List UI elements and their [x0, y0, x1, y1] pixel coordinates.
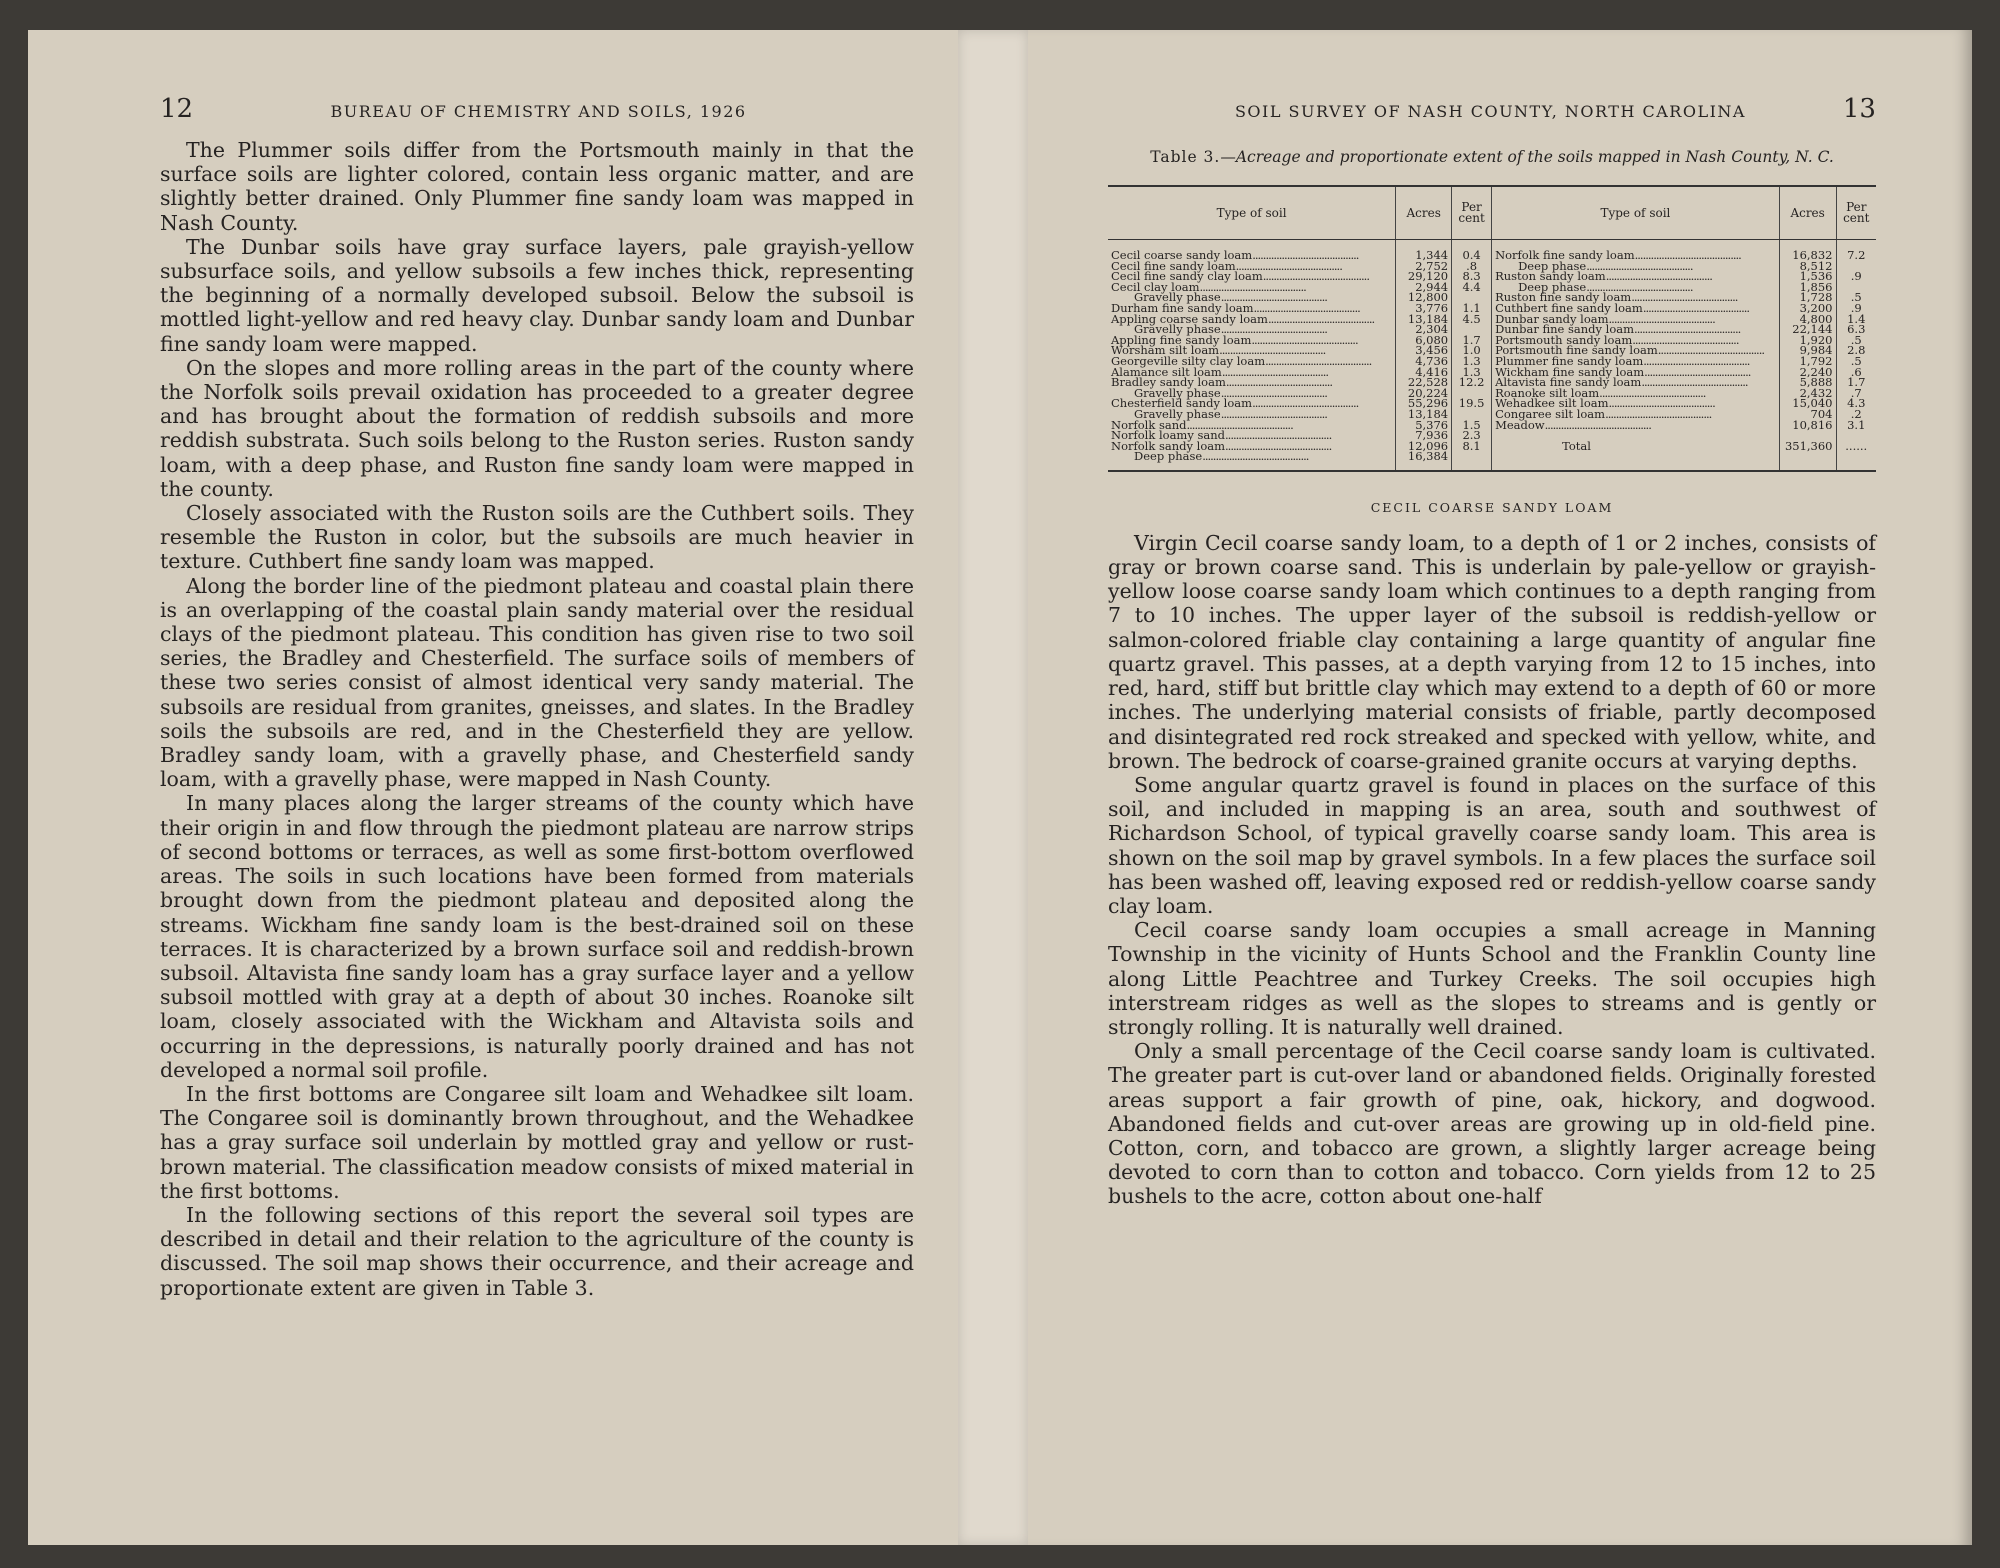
paragraph: Only a small percentage of the Cecil coarse sandy loam is cultivated. The greater part is cut-over land or abandoned fields. Originally forested areas support a fair growth of pine, oak, hickory, and dogwood. Abandoned fields and cut-over areas are growing up in old-field pine. Cotton, corn, and tobacco are grown, a slightly larger acreage being devoted to corn than to cotton and tobacco. Corn yields from 12 to 25 bushels to the acre, cotton about one-half: [1108, 1039, 1876, 1209]
percent-cell: 1.7: [1452, 335, 1492, 346]
soil-type-cell: Gravelly phase .....: [1108, 409, 1396, 420]
soil-type-cell: Portsmouth sandy loam .....: [1492, 335, 1780, 346]
acres-cell: 2,944: [1396, 282, 1452, 293]
table-caption: [1114, 148, 1870, 167]
col-percent: Per cent: [1452, 186, 1492, 240]
acres-cell: 4,800: [1779, 314, 1836, 325]
soil-type-cell: Dunbar sandy loam .....: [1492, 314, 1780, 325]
table-body: [1108, 240, 1876, 471]
paragraph: Along the border line of the piedmont plateau and coastal plain there is an overlapping of the coastal plain sandy material over the residual clays of the piedmont plateau. This condition has given rise to two soil series, the Bradley and Chesterfield. The surface soils of members of these two series consist of almost identical very sandy material. The subsoils are residual from granites, gneisses, and slates. In the Bradley soils the subsoils are red, and in the Chesterfield they are yellow. Bradley sandy loam, with a gravelly phase, and Chesterfield sandy loam, with a gravelly phase, were mapped in Nash County.: [160, 573, 914, 792]
percent-cell: .9: [1850, 300, 1862, 315]
soil-type-cell: Cuthbert fine sandy loam .....: [1492, 303, 1780, 314]
soil-type-cell: Ruston fine sandy loam .....: [1492, 292, 1780, 303]
running-head: BUREAU OF CHEMISTRY AND SOILS, 1926: [330, 102, 747, 121]
acres-cell: 2,304: [1396, 324, 1452, 335]
page-number: 12: [160, 94, 194, 124]
percent-cell: 1.0: [1452, 345, 1492, 356]
soil-type-cell: Norfolk fine sandy loam .....: [1492, 240, 1780, 261]
table-row: [1108, 240, 1876, 261]
soil-type-cell: Roanoke silt loam .....: [1492, 388, 1780, 399]
table-caption-text: —Acreage and proportionate extent of the soils mapped in Nash County, N. C.: [1220, 148, 1834, 166]
acres-cell: 1,536: [1779, 271, 1836, 282]
percent-cell: 1.5: [1452, 420, 1492, 431]
percent-cell: 8.3: [1452, 271, 1492, 282]
percent-cell: 1.4: [1847, 311, 1866, 326]
acres-cell: 10,816: [1779, 420, 1836, 431]
right-page: [1028, 30, 1972, 1545]
soil-type-cell: Norfolk sandy loam .....: [1108, 441, 1396, 452]
book-spread: [28, 30, 1972, 1545]
soil-type-cell: Portsmouth fine sandy loam .....: [1492, 345, 1780, 356]
soil-type-cell: Bradley sandy loam .....: [1108, 377, 1396, 388]
soil-type-cell: Alamance silt loam .....: [1108, 367, 1396, 378]
paragraph: In the first bottoms are Congaree silt loam and Wehadkee silt loam. The Congaree soil is dominantly brown throughout, and the Wehadkee has a gray surface soil underlain by mottled gray and yellow or rust-brown material. The classification meadow consists of mixed material in the first bottoms.: [160, 1081, 914, 1203]
soil-type-cell: Worsham silt loam .....: [1108, 345, 1396, 356]
soil-type-cell: Deep phase .....: [1492, 282, 1780, 293]
soil-type-cell: Cecil clay loam .....: [1108, 282, 1396, 293]
section-title: CECIL COARSE SANDY LOAM: [1370, 499, 1614, 515]
acres-cell: 704: [1779, 409, 1836, 420]
col-acres: Acres: [1396, 186, 1452, 240]
acres-cell: 16,832: [1779, 240, 1836, 261]
acres-cell: 55,296: [1396, 398, 1452, 409]
percent-cell: .5: [1850, 353, 1862, 368]
paragraph: Closely associated with the Ruston soils are the Cuthbert soils. They resemble the Ruston in color, but the subsoils are much heavier in texture. Cuthbert fine sandy loam was mapped.: [160, 501, 914, 574]
soil-type-cell: Georgeville silty clay loam .....: [1108, 356, 1396, 367]
percent-cell: [1836, 451, 1876, 471]
acres-cell: 5,376: [1396, 420, 1452, 431]
col-type-of-soil: Type of soil: [1108, 186, 1396, 240]
percent-cell: 1.7: [1847, 375, 1866, 390]
binding-gutter: [958, 30, 1028, 1545]
acres-cell: 12,096: [1396, 441, 1452, 452]
acres-cell: 1,792: [1779, 356, 1836, 367]
running-head: SOIL SURVEY OF NASH COUNTY, NORTH CAROLINA: [1234, 102, 1746, 121]
acres-cell: 3,776: [1396, 303, 1452, 314]
acres-cell: 2,240: [1779, 367, 1836, 378]
acres-cell: 22,144: [1779, 324, 1836, 335]
soil-type-cell: Norfolk loamy sand .....: [1108, 430, 1396, 441]
soil-type-cell: Gravelly phase .....: [1108, 324, 1396, 335]
acres-cell: 4,416: [1396, 367, 1452, 378]
acres-cell: 1,344: [1396, 240, 1452, 261]
acres-cell: 4,736: [1396, 356, 1452, 367]
paragraph: Some angular quartz gravel is found in places on the surface of this soil, and included in mapping is an area, south and southwest of Richardson School, of typical gravelly coarse sandy loam. This area is shown on the soil map by gravel symbols. In a few places the surface soil has been washed off, leaving exposed red or reddish-yellow coarse sandy clay loam.: [1108, 772, 1876, 918]
acres-cell: 3,456: [1396, 345, 1452, 356]
acres-cell: 13,184: [1396, 409, 1452, 420]
paragraph: In many places along the larger streams of the county which have their origin in and flow through the piedmont plateau are narrow strips of second bottoms or terraces, as well as some first-bottom overflowed areas. The soils in such locations have been formed from materials brought down from the piedmont plateau and deposited along the streams. Wickham fine sandy loam is the best-drained soil on these terraces. It is characterized by a brown surface soil and reddish-brown subsoil. Altavista fine sandy loam has a gray surface layer and a yellow subsoil mottled with gray at a depth of about 30 inches. Roanoke silt loam, closely associated with the Wickham and Altavista soils and occurring in the depressions, is naturally poorly drained and has not developed a normal soil profile.: [160, 791, 914, 1082]
percent-cell: 2.3: [1452, 430, 1492, 441]
percent-cell: 1.3: [1452, 356, 1492, 367]
percent-cell: 4.4: [1452, 282, 1492, 293]
soil-type-cell: Wehadkee silt loam .....: [1492, 398, 1780, 409]
percent-cell: ......: [1845, 438, 1868, 453]
percent-cell: 1.1: [1452, 303, 1492, 314]
acres-cell: 29,120: [1396, 271, 1452, 282]
acres-cell: 13,184: [1396, 314, 1452, 325]
percent-cell: 4.3: [1847, 396, 1866, 411]
left-body-text: [160, 138, 914, 1300]
soil-type-cell: Gravelly phase .....: [1108, 388, 1396, 399]
soil-type-cell: Cecil fine sandy clay loam .....: [1108, 271, 1396, 282]
percent-cell: 19.5: [1452, 398, 1492, 409]
soil-type-cell: Chesterfield sandy loam .....: [1108, 398, 1396, 409]
percent-cell: 1.3: [1452, 367, 1492, 378]
soil-type-cell: Meadow .....: [1492, 420, 1780, 431]
percent-cell: .9: [1850, 269, 1862, 284]
percent-cell: [1452, 451, 1492, 471]
table-row: [1108, 451, 1876, 471]
acres-cell: 16,384: [1396, 451, 1452, 471]
percent-cell: .5: [1850, 290, 1862, 305]
percent-cell: .2: [1850, 406, 1862, 421]
col-percent: Per cent: [1836, 186, 1876, 240]
soil-type-cell: Appling fine sandy loam .....: [1108, 335, 1396, 346]
acres-cell: 20,224: [1396, 388, 1452, 399]
acres-cell: 1,920: [1779, 335, 1836, 346]
acres-cell: 22,528: [1396, 377, 1452, 388]
soil-acreage-table: [1108, 185, 1876, 472]
percent-cell: 12.2: [1452, 377, 1492, 388]
acres-cell: 7,936: [1396, 430, 1452, 441]
percent-cell: .5: [1850, 332, 1862, 347]
soil-type-cell: Appling coarse sandy loam .....: [1108, 314, 1396, 325]
soil-type-cell: [1492, 430, 1780, 441]
soil-type-cell: Total: [1492, 441, 1780, 452]
paragraph: Virgin Cecil coarse sandy loam, to a depth of 1 or 2 inches, consists of gray or brown coarse sand. This is underlain by pale-yellow or grayish-yellow loose coarse sandy loam which continues to a depth ranging from 7 to 10 inches. The upper layer of the subsoil is reddish-yellow or salmon-colored friable clay containing a large quantity of angular fine quartz gravel. This passes, at a depth varying from 12 to 15 inches, into red, hard, stiff but brittle clay which may extend to a depth of 60 or more inches. The underlying material consists of friable, partly decomposed and disintegrated red rock streaked and specked with yellow, white, and brown. The bedrock of coarse-grained granite occurs at varying depths.: [1108, 530, 1876, 773]
soil-type-cell: Cecil coarse sandy loam .....: [1108, 240, 1396, 261]
acres-cell: 5,888: [1779, 377, 1836, 388]
percent-cell: .6: [1850, 364, 1862, 379]
soil-type-cell: Deep phase .....: [1492, 261, 1780, 272]
soil-type-cell: Deep phase .....: [1108, 451, 1396, 471]
soil-type-cell: Congaree silt loam .....: [1492, 409, 1780, 420]
paragraph: On the slopes and more rolling areas in the part of the county where the Norfolk soils prevail oxidation has proceeded to a greater degree and has brought about the formation of reddish subsoils and more reddish substrata. Such soils belong to the Ruston series. Ruston sandy loam, with a deep phase, and Ruston fine sandy loam were mapped in the county.: [160, 355, 914, 501]
acres-cell: 6,080: [1396, 335, 1452, 346]
right-page-header: [1108, 94, 1876, 134]
soil-type-cell: Dunbar fine sandy loam .....: [1492, 324, 1780, 335]
col-type-of-soil: Type of soil: [1492, 186, 1780, 240]
paragraph: Cecil coarse sandy loam occupies a small acreage in Manning Township in the vicinity of Hunts School and the Franklin County line along Little Peachtree and Turkey Creeks. The soil occupies high interstream ridges as well as the slopes to streams and is gently or strongly rolling. It is naturally well drained.: [1108, 918, 1876, 1039]
left-page: [28, 30, 988, 1545]
percent-cell: 8.1: [1452, 441, 1492, 452]
percent-cell: 0.4: [1452, 240, 1492, 261]
soil-type-cell: Durham fine sandy loam .....: [1108, 303, 1396, 314]
percent-cell: .8: [1452, 261, 1492, 272]
percent-cell: 7.2: [1847, 248, 1866, 262]
table-label: Table 3.: [1150, 148, 1221, 166]
soil-type-cell: [1492, 451, 1780, 471]
percent-cell: 4.5: [1452, 314, 1492, 325]
col-acres: Acres: [1779, 186, 1836, 240]
acres-cell: 8,512: [1779, 261, 1836, 272]
percent-cell: 6.3: [1847, 322, 1866, 337]
acres-cell: 1,856: [1779, 282, 1836, 293]
acres-cell: 351,360: [1779, 441, 1836, 452]
right-body-text: [1108, 531, 1876, 1209]
page-number: 13: [1842, 94, 1876, 124]
soil-type-cell: Gravelly phase .....: [1108, 292, 1396, 303]
soil-type-cell: Plummer fine sandy loam .....: [1492, 356, 1780, 367]
soil-type-cell: Norfolk sand .....: [1108, 420, 1396, 431]
paragraph: The Plummer soils differ from the Portsmouth mainly in that the surface soils are lighter colored, contain less organic matter, and are slightly better drained. Only Plummer fine sandy loam was mapped in Nash County.: [160, 138, 914, 235]
soil-type-cell: Altavista fine sandy loam .....: [1492, 377, 1780, 388]
acres-cell: 3,200: [1779, 303, 1836, 314]
left-page-header: [160, 94, 914, 134]
soil-type-cell: Wickham fine sandy loam .....: [1492, 367, 1780, 378]
acres-cell: 2,752: [1396, 261, 1452, 272]
acres-cell: 2,432: [1779, 388, 1836, 399]
acres-cell: 12,800: [1396, 292, 1452, 303]
percent-cell: 3.1: [1847, 417, 1866, 432]
paragraph: In the following sections of this report the several soil types are described in detail and their relation to the agriculture of the county is discussed. The soil map shows their occurrence, and their acreage and proportionate extent are given in Table 3.: [160, 1202, 914, 1300]
acres-cell: 1,728: [1779, 292, 1836, 303]
percent-cell: .7: [1850, 385, 1862, 400]
table-header-row: [1108, 186, 1876, 240]
soil-type-cell: Cecil fine sandy loam .....: [1108, 261, 1396, 272]
acres-cell: [1779, 451, 1836, 471]
acres-cell: 15,040: [1779, 398, 1836, 409]
acres-cell: 9,984: [1779, 345, 1836, 356]
percent-cell: 2.8: [1847, 343, 1866, 358]
soil-type-cell: Ruston sandy loam .....: [1492, 271, 1780, 282]
paragraph: The Dunbar soils have gray surface layers, pale grayish-yellow subsurface soils, and yellow subsoils a few inches thick, representing the beginning of a normally developed subsoil. Below the subsoil is mottled light-yellow and red heavy clay. Dunbar sandy loam and Dunbar fine sandy loam were mapped.: [160, 234, 914, 356]
